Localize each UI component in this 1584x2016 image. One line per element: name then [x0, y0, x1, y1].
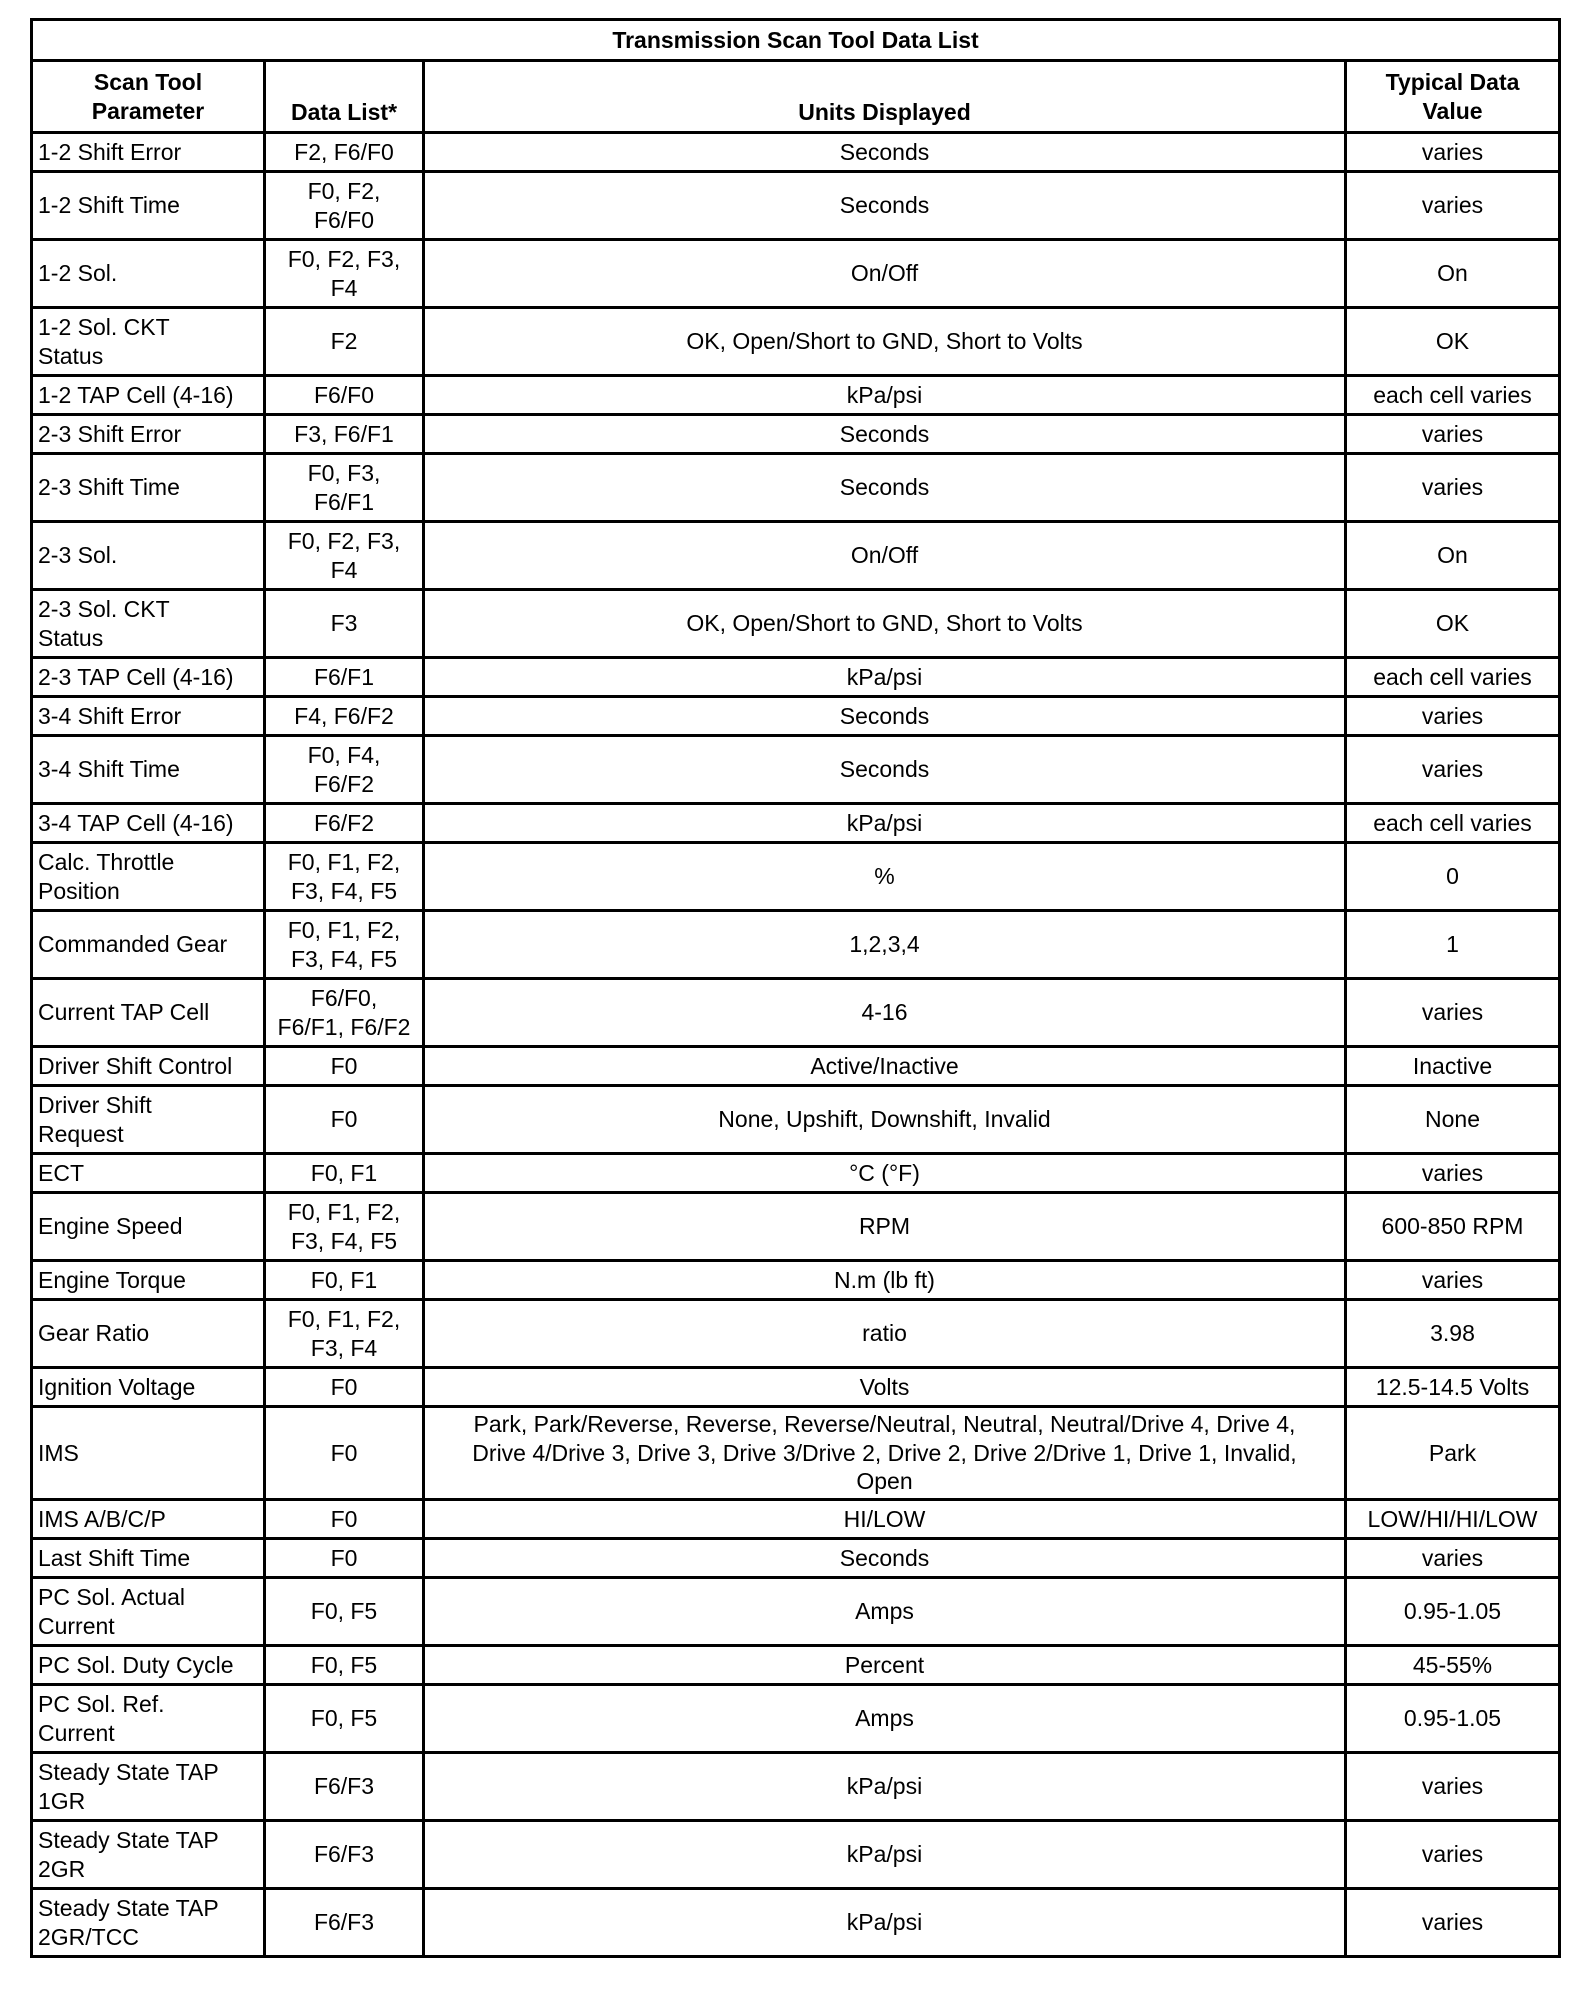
row-units: % [424, 843, 1346, 911]
row-parameter: 1-2 TAP Cell (4-16) [32, 376, 265, 415]
row-typical-value: varies [1346, 697, 1560, 736]
row-parameter: Gear Ratio [32, 1300, 265, 1368]
row-data-list: F0, F4, F6/F2 [265, 736, 424, 804]
row-data-list: F0, F2, F3, F4 [265, 240, 424, 308]
row-data-list: F0, F1, F2, F3, F4, F5 [265, 911, 424, 979]
row-data-list: F6/F0 [265, 376, 424, 415]
row-data-list: F0, F1, F2, F3, F4, F5 [265, 1193, 424, 1261]
row-typical-value: varies [1346, 1539, 1560, 1578]
row-units: 1,2,3,4 [424, 911, 1346, 979]
row-units: OK, Open/Short to GND, Short to Volts [424, 308, 1346, 376]
row-typical-value: varies [1346, 979, 1560, 1047]
table-row [32, 240, 1560, 308]
row-data-list: F0, F1 [265, 1154, 424, 1193]
row-typical-value: varies [1346, 133, 1560, 172]
row-typical-value: On [1346, 522, 1560, 590]
table-row [32, 308, 1560, 376]
row-parameter: Calc. Throttle Position [32, 843, 265, 911]
row-parameter: 3-4 Shift Time [32, 736, 265, 804]
row-units: kPa/psi [424, 804, 1346, 843]
table-row [32, 1300, 1560, 1368]
row-units: Seconds [424, 415, 1346, 454]
row-typical-value: varies [1346, 1261, 1560, 1300]
row-typical-value: LOW/HI/HI/LOW [1346, 1500, 1560, 1539]
table-row [32, 911, 1560, 979]
row-typical-value: 600-850 RPM [1346, 1193, 1560, 1261]
header-typical-value: Typical Data Value [1346, 61, 1560, 133]
table-row [32, 1646, 1560, 1685]
row-units: Active/Inactive [424, 1047, 1346, 1086]
row-parameter: PC Sol. Duty Cycle [32, 1646, 265, 1685]
table-row [32, 1407, 1560, 1500]
row-typical-value: 0 [1346, 843, 1560, 911]
row-parameter: Ignition Voltage [32, 1368, 265, 1407]
row-units: kPa/psi [424, 1889, 1346, 1957]
row-parameter: Steady State TAP 2GR [32, 1821, 265, 1889]
row-units: HI/LOW [424, 1500, 1346, 1539]
row-typical-value: varies [1346, 1154, 1560, 1193]
row-parameter: 1-2 Shift Error [32, 133, 265, 172]
row-typical-value: varies [1346, 1753, 1560, 1821]
row-units: Amps [424, 1685, 1346, 1753]
row-typical-value: 45-55% [1346, 1646, 1560, 1685]
row-parameter: 1-2 Sol. [32, 240, 265, 308]
table-row [32, 1368, 1560, 1407]
table-row [32, 454, 1560, 522]
row-data-list: F6/F0, F6/F1, F6/F2 [265, 979, 424, 1047]
row-data-list: F0 [265, 1407, 424, 1500]
table-row [32, 376, 1560, 415]
row-units: °C (°F) [424, 1154, 1346, 1193]
table-row [32, 1047, 1560, 1086]
table-body [32, 133, 1560, 1957]
row-typical-value: each cell varies [1346, 804, 1560, 843]
row-parameter: Current TAP Cell [32, 979, 265, 1047]
row-units: kPa/psi [424, 658, 1346, 697]
row-units: Seconds [424, 736, 1346, 804]
header-parameter: Scan Tool Parameter [32, 61, 265, 133]
row-units: On/Off [424, 522, 1346, 590]
table-title: Transmission Scan Tool Data List [32, 20, 1560, 61]
row-units: Volts [424, 1368, 1346, 1407]
row-typical-value: 12.5-14.5 Volts [1346, 1368, 1560, 1407]
row-units: None, Upshift, Downshift, Invalid [424, 1086, 1346, 1154]
row-units: OK, Open/Short to GND, Short to Volts [424, 590, 1346, 658]
row-units: Seconds [424, 133, 1346, 172]
table-row [32, 590, 1560, 658]
row-typical-value: None [1346, 1086, 1560, 1154]
row-data-list: F0 [265, 1368, 424, 1407]
row-units: ratio [424, 1300, 1346, 1368]
row-parameter: Last Shift Time [32, 1539, 265, 1578]
row-data-list: F0, F5 [265, 1646, 424, 1685]
row-data-list: F6/F3 [265, 1821, 424, 1889]
table-row [32, 1889, 1560, 1957]
row-data-list: F0, F5 [265, 1685, 424, 1753]
row-data-list: F0, F5 [265, 1578, 424, 1646]
table-row [32, 1539, 1560, 1578]
table-row [32, 415, 1560, 454]
row-parameter: Driver Shift Request [32, 1086, 265, 1154]
table-row [32, 843, 1560, 911]
row-data-list: F2 [265, 308, 424, 376]
row-typical-value: varies [1346, 1889, 1560, 1957]
row-units: Seconds [424, 172, 1346, 240]
row-typical-value: OK [1346, 308, 1560, 376]
row-typical-value: each cell varies [1346, 376, 1560, 415]
table-row [32, 1086, 1560, 1154]
row-parameter: 2-3 Sol. CKT Status [32, 590, 265, 658]
table-row [32, 804, 1560, 843]
table-row [32, 1193, 1560, 1261]
scan-tool-data-table [30, 18, 1561, 1958]
table-row [32, 522, 1560, 590]
row-parameter: 1-2 Sol. CKT Status [32, 308, 265, 376]
row-units: kPa/psi [424, 1821, 1346, 1889]
row-units: Percent [424, 1646, 1346, 1685]
row-data-list: F6/F3 [265, 1889, 424, 1957]
row-data-list: F6/F3 [265, 1753, 424, 1821]
row-typical-value: 1 [1346, 911, 1560, 979]
row-typical-value: varies [1346, 454, 1560, 522]
row-data-list: F3, F6/F1 [265, 415, 424, 454]
row-data-list: F0 [265, 1047, 424, 1086]
row-parameter: Engine Speed [32, 1193, 265, 1261]
row-typical-value: 0.95-1.05 [1346, 1578, 1560, 1646]
row-data-list: F0 [265, 1539, 424, 1578]
row-units: RPM [424, 1193, 1346, 1261]
row-parameter: Engine Torque [32, 1261, 265, 1300]
row-parameter: Commanded Gear [32, 911, 265, 979]
row-parameter: 2-3 Shift Error [32, 415, 265, 454]
row-data-list: F0 [265, 1500, 424, 1539]
row-data-list: F0, F3, F6/F1 [265, 454, 424, 522]
row-typical-value: Park [1346, 1407, 1560, 1500]
row-data-list: F0, F2, F3, F4 [265, 522, 424, 590]
table-row [32, 1261, 1560, 1300]
row-units: N.m (lb ft) [424, 1261, 1346, 1300]
table-row [32, 1578, 1560, 1646]
row-parameter: Driver Shift Control [32, 1047, 265, 1086]
table-row [32, 979, 1560, 1047]
table-row [32, 658, 1560, 697]
row-units: Seconds [424, 1539, 1346, 1578]
row-data-list: F4, F6/F2 [265, 697, 424, 736]
row-parameter: 2-3 Shift Time [32, 454, 265, 522]
row-parameter: 2-3 TAP Cell (4-16) [32, 658, 265, 697]
row-units: kPa/psi [424, 1753, 1346, 1821]
row-parameter: 2-3 Sol. [32, 522, 265, 590]
header-data-list: Data List* [265, 61, 424, 133]
table-row [32, 172, 1560, 240]
row-data-list: F0 [265, 1086, 424, 1154]
row-parameter: PC Sol. Actual Current [32, 1578, 265, 1646]
row-parameter: PC Sol. Ref. Current [32, 1685, 265, 1753]
row-parameter: 3-4 TAP Cell (4-16) [32, 804, 265, 843]
table-row [32, 1154, 1560, 1193]
row-data-list: F2, F6/F0 [265, 133, 424, 172]
row-typical-value: OK [1346, 590, 1560, 658]
row-parameter: Steady State TAP 1GR [32, 1753, 265, 1821]
row-data-list: F0, F1 [265, 1261, 424, 1300]
row-units: 4-16 [424, 979, 1346, 1047]
row-typical-value: Inactive [1346, 1047, 1560, 1086]
row-typical-value: 0.95-1.05 [1346, 1685, 1560, 1753]
row-data-list: F6/F2 [265, 804, 424, 843]
row-units: Seconds [424, 697, 1346, 736]
row-units: Park, Park/Reverse, Reverse, Reverse/Neutral, Neutral, Neutral/Drive 4, Drive 4, Drive 4/Drive 3, Drive 3, Drive 3/Drive 2, Drive 2, Drive 2/Drive 1, Drive 1, Invalid, Open [424, 1407, 1346, 1500]
table-row [32, 133, 1560, 172]
row-parameter: IMS [32, 1407, 265, 1500]
row-typical-value: varies [1346, 172, 1560, 240]
row-parameter: ECT [32, 1154, 265, 1193]
row-typical-value: On [1346, 240, 1560, 308]
row-typical-value: 3.98 [1346, 1300, 1560, 1368]
row-typical-value: varies [1346, 1821, 1560, 1889]
row-parameter: Steady State TAP 2GR/TCC [32, 1889, 265, 1957]
header-units: Units Displayed [424, 61, 1346, 133]
table-row [32, 1500, 1560, 1539]
table-row [32, 1685, 1560, 1753]
row-units: Amps [424, 1578, 1346, 1646]
row-units: Seconds [424, 454, 1346, 522]
row-units: On/Off [424, 240, 1346, 308]
row-parameter: IMS A/B/C/P [32, 1500, 265, 1539]
row-typical-value: varies [1346, 415, 1560, 454]
table-row [32, 1753, 1560, 1821]
row-parameter: 1-2 Shift Time [32, 172, 265, 240]
row-units: kPa/psi [424, 376, 1346, 415]
row-data-list: F0, F2, F6/F0 [265, 172, 424, 240]
row-typical-value: varies [1346, 736, 1560, 804]
table-row [32, 736, 1560, 804]
row-parameter: 3-4 Shift Error [32, 697, 265, 736]
row-data-list: F0, F1, F2, F3, F4 [265, 1300, 424, 1368]
row-data-list: F6/F1 [265, 658, 424, 697]
table-row [32, 1821, 1560, 1889]
table-row [32, 697, 1560, 736]
row-data-list: F3 [265, 590, 424, 658]
row-data-list: F0, F1, F2, F3, F4, F5 [265, 843, 424, 911]
row-typical-value: each cell varies [1346, 658, 1560, 697]
